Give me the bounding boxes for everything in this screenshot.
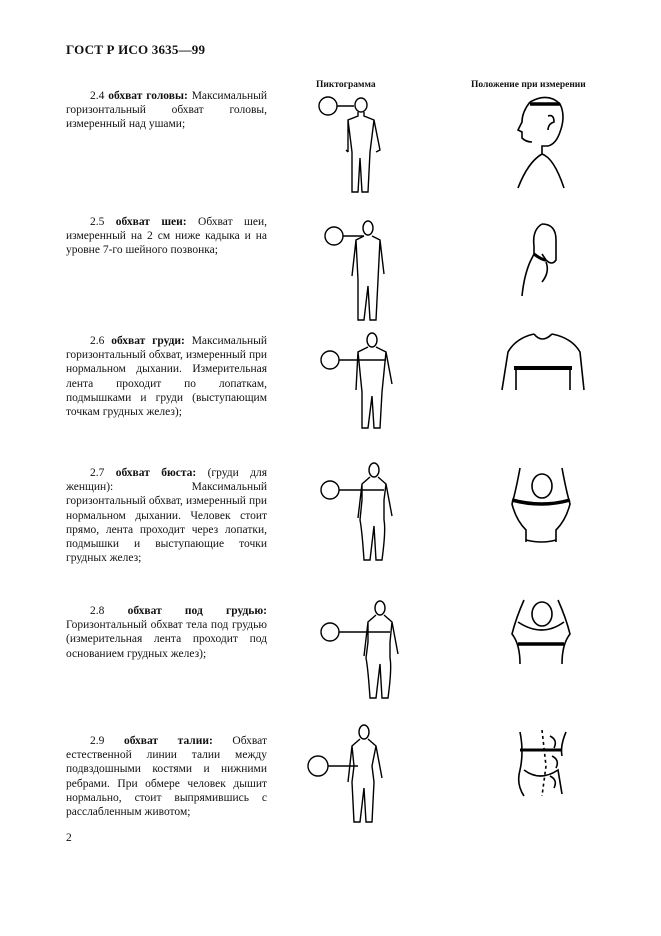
definition-2-4 — [66, 89, 267, 132]
item-term: обхват груди: — [111, 335, 185, 347]
item-number: 2.9 — [90, 735, 105, 747]
definition-2-8 — [66, 604, 267, 661]
item-number: 2.6 — [90, 335, 105, 347]
item-description: Горизонтальный обхват тела под грудью (измерительная лента проходит под основанием грудных желез); — [66, 619, 267, 660]
definition-2-7 — [66, 466, 267, 565]
document-code: ГОСТ Р ИСО 3635—99 — [66, 42, 206, 57]
pictogram-underbust-girth — [318, 598, 408, 702]
item-term: обхват шеи: — [115, 216, 187, 228]
item-term: обхват бюста: — [115, 467, 197, 479]
illustration-neck-girth — [512, 220, 572, 300]
pictogram-waist-girth — [306, 722, 396, 826]
illustration-head-girth — [508, 92, 578, 192]
item-number: 2.5 — [90, 216, 105, 228]
item-term: обхват под грудью: — [127, 605, 268, 617]
column-header-pictogram: Пиктограмма — [316, 80, 376, 90]
pictogram-bust-girth — [318, 460, 402, 564]
page-number: 2 — [66, 832, 72, 844]
pictogram-chest-girth — [318, 330, 402, 434]
item-description: (груди для женщин): Максимальный горизонтальный обхват, измеренный при нормальном дыхании. Человек стоит прямо, лента проходит через лопатки, подмышки и выступающие точки грудных желез; — [66, 467, 268, 565]
illustration-chest-girth — [498, 330, 588, 400]
definition-2-5 — [66, 215, 267, 258]
item-number: 2.8 — [90, 605, 105, 617]
pictogram-neck-girth — [322, 220, 392, 324]
item-description: Обхват естественной линии талии между подвздошными костями и нижними ребрами. При обмере человек дышит нормально, стоит выпрямившись с расслабленным животом; — [66, 735, 267, 819]
item-description: Обхват шеи, измеренный на 2 см ниже кадыка и на уровне 7-го шейного позвонка; — [66, 216, 268, 257]
item-number: 2.4 — [90, 90, 105, 102]
illustration-underbust-girth — [506, 594, 576, 678]
item-term: обхват головы: — [108, 90, 188, 102]
item-number: 2.7 — [90, 467, 105, 479]
illustration-waist-girth — [510, 726, 576, 802]
item-description: Максимальный горизонтальный обхват головы, измеренный над ушами; — [66, 90, 267, 131]
column-header-position: Положение при измерении — [471, 80, 586, 90]
item-term: обхват талии: — [123, 735, 213, 747]
definition-2-9 — [66, 734, 267, 819]
definition-2-6 — [66, 334, 267, 419]
item-description: Максимальный горизонтальный обхват, измеренный при нормальном дыхании. Измерительная лента проходит по лопаткам, подмышками и груди (выступающим точкам грудных желез); — [66, 335, 268, 419]
illustration-bust-girth — [506, 460, 576, 544]
pictogram-head-girth — [318, 92, 398, 196]
